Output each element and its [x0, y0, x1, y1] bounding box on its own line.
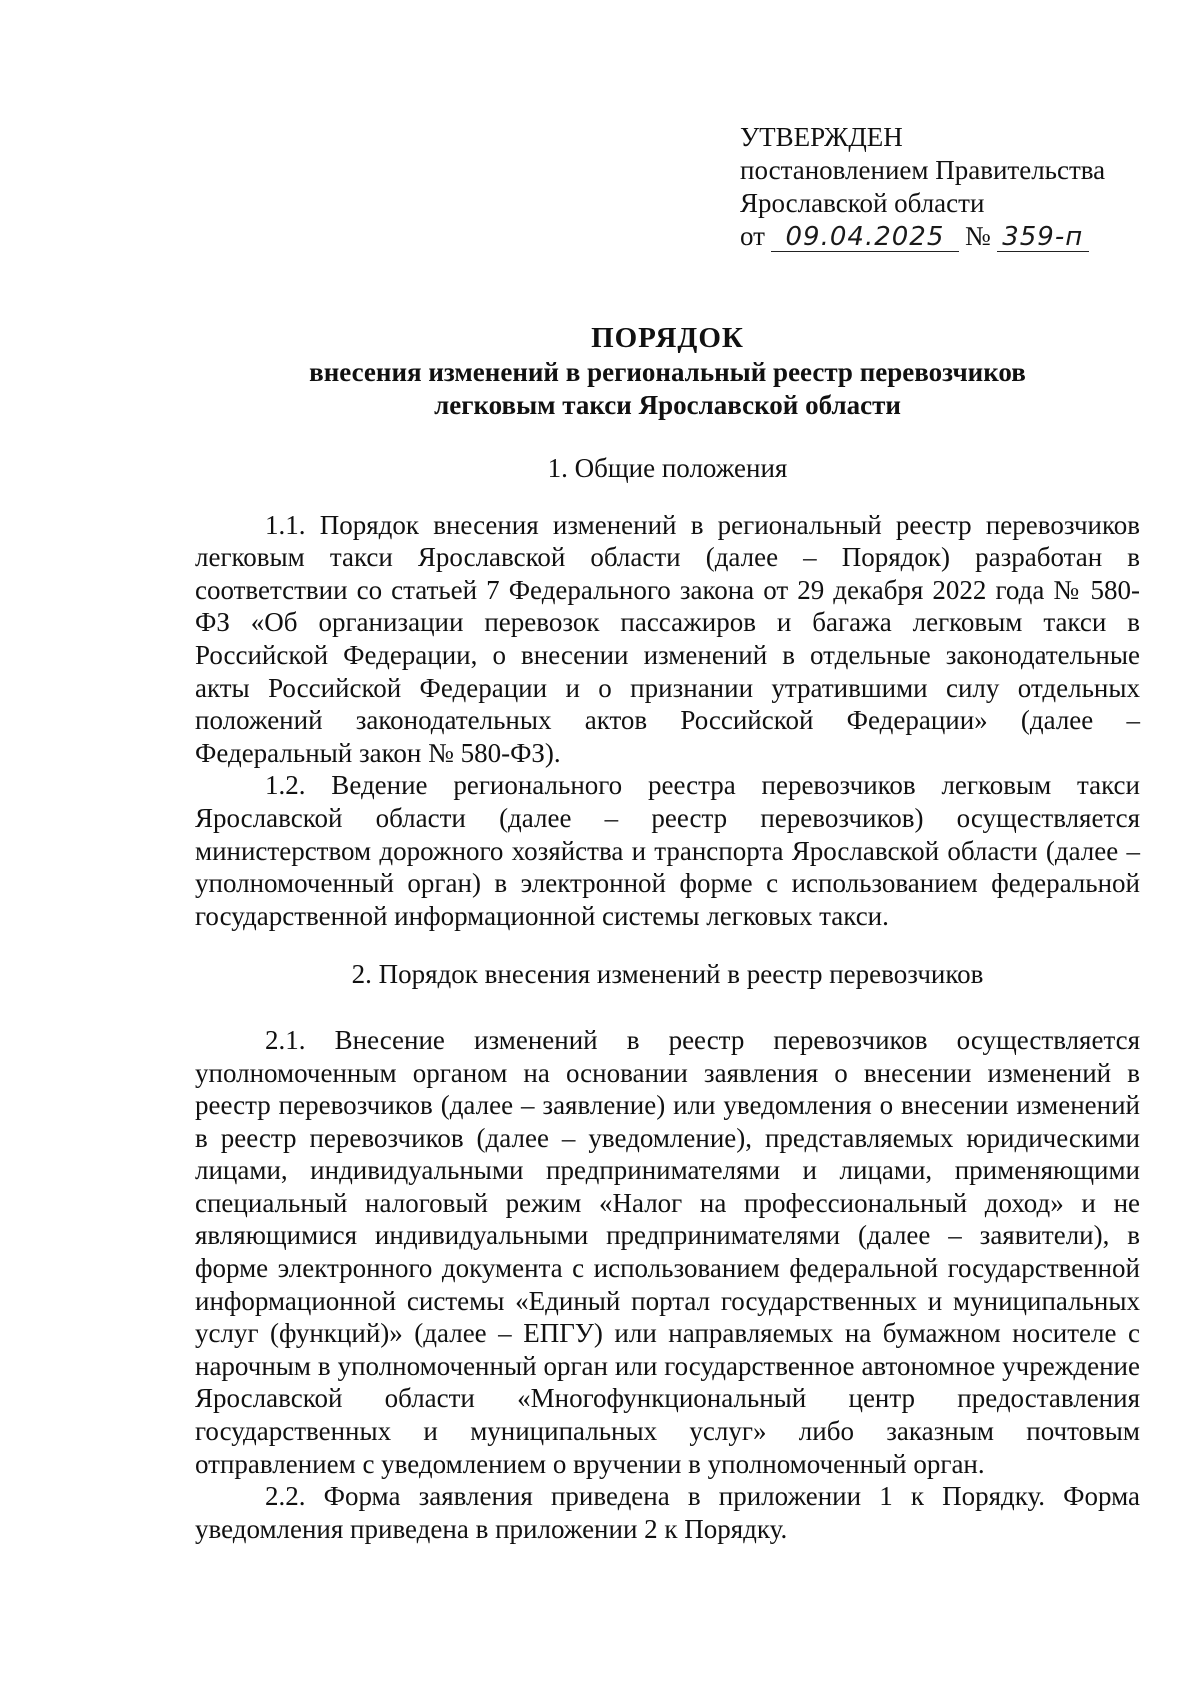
approval-stamp-block	[740, 121, 1170, 253]
document-title	[195, 320, 1140, 422]
title-main: ПОРЯДОК	[591, 322, 744, 354]
paragraph-1-2: 1.2. Ведение регионального реестра перевозчиков легковым такси Ярославской области (далее – реестр перевозчиков) осуществляется министерством дорожного хозяйства и транспорта Ярославской области (далее – уполномоченный орган) в электронной форме с использованием федеральной государственной информационной системы легковых такси.	[195, 770, 1140, 931]
title-subtitle-line-2: легковым такси Ярославской области	[434, 390, 901, 420]
approval-date-number-line	[740, 220, 1170, 253]
section-heading-1: 1. Общие положения	[547, 453, 788, 483]
paragraph-1-1: 1.1. Порядок внесения изменений в региональный реестр перевозчиков легковым такси Ярославской области (далее – Порядок) разработан в соответствии со статьей 7 Федерального закона от 29 декабря 2022 года № 580-ФЗ «Об организации перевозок пассажиров и багажа легковым такси в Российской Федерации, о внесении изменений в отдельные законодательные акты Российской Федерации и о признании утратившими силу отдельных положений законодательных актов Российской Федерации» (далее – Федеральный закон № 580-ФЗ).	[195, 509, 1140, 768]
approval-region: Ярославской области	[740, 188, 985, 218]
approval-authority: постановлением Правительства	[740, 155, 1106, 185]
section-heading-2: 2. Порядок внесения изменений в реестр перевозчиков	[351, 959, 984, 990]
handwritten-date: 09.04.2025	[771, 223, 959, 252]
paragraph-2-2: 2.2. Форма заявления приведена в приложении 1 к Порядку. Форма уведомления приведена в приложении 2 к Порядку.	[195, 1481, 1140, 1544]
title-subtitle-line-1: внесения изменений в региональный реестр перевозчиков	[309, 357, 1026, 387]
document-body	[195, 452, 1140, 1545]
date-prefix: от	[740, 221, 765, 251]
handwritten-number: 359-п	[997, 223, 1089, 252]
approval-heading: УТВЕРЖДЕН	[740, 122, 903, 152]
number-prefix: №	[964, 221, 991, 251]
paragraph-2-1: 2.1. Внесение изменений в реестр перевозчиков осуществляется уполномоченным органом на основании заявления о внесении изменений в реестр перевозчиков (далее – заявление) или уведомления о внесении изменений в реестр перевозчиков (далее – уведомление), представляемых юридическими лицами, индивидуальными предпринимателями и лицами, применяющими специальный налоговый режим «Налог на профессиональный доход» и не являющимися индивидуальными предпринимателями (далее – заявители), в форме электронного документа с использованием федеральной государственной информационной системы «Единый портал государственных и муниципальных услуг (функций)» (далее – ЕПГУ) или направляемых на бумажном носителе с нарочным в уполномоченный орган или государственное автономное учреждение Ярославской области «Многофункциональный центр предоставления государственных и муниципальных услуг» либо заказным почтовым отправлением с уведомлением о вручении в уполномоченный орган.	[195, 1024, 1140, 1479]
